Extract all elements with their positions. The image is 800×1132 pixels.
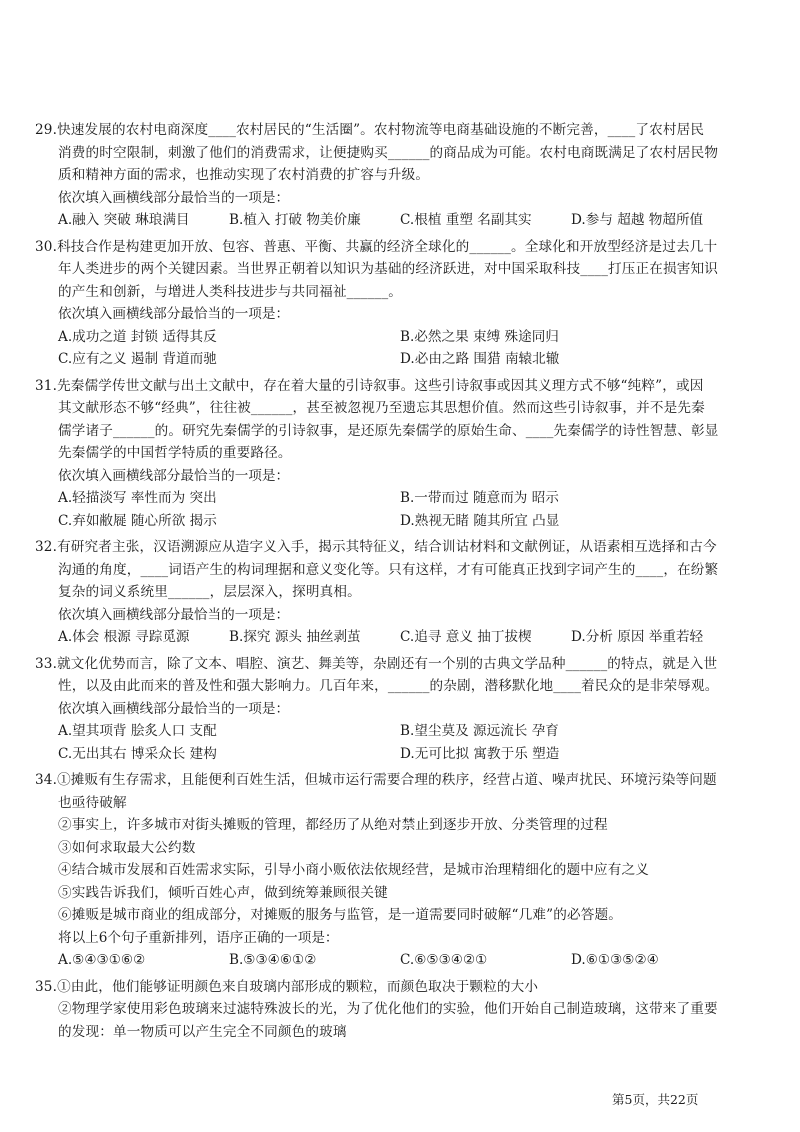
question-32 [35, 536, 765, 649]
option-a[interactable]: A.轻描淡写 率性而为 突出 [58, 490, 217, 506]
sentence-item: ⑥摊贩是城市商业的组成部分，对摊贩的服务与监管，是一道需要同时破解“几难”的必答题。 [58, 907, 622, 923]
option-c[interactable]: C.弃如敝屣 随心所欲 揭示 [58, 512, 217, 529]
question-prompt: 依次填入画横线部分最恰当的一项是： [58, 606, 290, 623]
option-c[interactable]: C.⑥⑤③④②① [400, 952, 488, 968]
stem-line: 34.①摊贩有生存需求，且能便利百姓生活，但城市运行需要合理的秩序，经营占道、噪声扰民、环境污染等问题 [35, 772, 717, 788]
option-row [35, 626, 765, 649]
option-row [35, 209, 765, 232]
stem-line: 先秦儒学的中国哲学特质的重要路径。 [58, 445, 292, 461]
question-stem [35, 769, 765, 927]
question-prompt: 依次填入画横线部分最恰当的一项是： [58, 189, 290, 206]
stem-line: 也亟待破解 [58, 794, 127, 811]
stem-line: 32.有研究者主张，汉语溯源应从造字义入手，揭示其特征义，结合训诂材料和文献例证，从语素相互选择和古今 [35, 539, 717, 555]
question-31 [35, 375, 765, 533]
sentence-item: ②物理学家使用彩色玻璃来过滤特殊波长的光，为了优化他们的实验，他们开始自己制造玻璃，这带来了重要 [58, 1001, 718, 1017]
sentence-item: ④结合城市发展和百姓需求实际，引导小商小贩依法依规经营，是城市治理精细化的题中应有之义 [58, 862, 649, 878]
option-d[interactable]: D.⑥①③⑤②④ [571, 952, 659, 968]
question-prompt: 将以上6个句子重新排列，语序正确的一项是： [58, 929, 339, 946]
question-prompt: 依次填入画横线部分最恰当的一项是： [58, 700, 290, 717]
question-stem [35, 536, 765, 604]
option-c[interactable]: C.无出其右 博采众长 建构 [58, 745, 217, 762]
sentence-item: ②事实上，许多城市对街头摊贩的管理，都经历了从绝对禁止到逐步开放、分类管理的过程 [58, 817, 608, 833]
question-stem [35, 236, 765, 304]
option-b[interactable]: B.一带而过 随意而为 昭示 [400, 490, 559, 506]
stem-line: 30.科技合作是构建更加开放、包容、普惠、平衡、共赢的经济全球化的______。全球化和开放型经济是过去几十 [35, 238, 718, 255]
question-34 [35, 769, 765, 972]
option-a[interactable]: A.成功之道 封锁 适得其反 [58, 328, 217, 345]
option-c[interactable]: C.根植 重塑 名副其实 [400, 212, 532, 228]
stem-line: 复杂的词义系统里______，层层深入，探明真相。 [58, 584, 361, 600]
stem-line: 31.先秦儒学传世文献与出土文献中，存在着大量的引诗叙事。这些引诗叙事或因其义理方式不够“纯粹”，或因 [35, 377, 704, 394]
option-c[interactable]: C.追寻 意义 抽丁拔楔 [400, 629, 532, 645]
sentence-item: 的发现：单一物质可以产生完全不同颜色的玻璃 [58, 1023, 347, 1040]
stem-line: 年人类进步的两个关键因素。当世界正朝着以知识为基础的经济跃进，对中国采取科技____打压正在损害知识 [58, 261, 718, 277]
option-b[interactable]: B.植入 打破 物美价廉 [229, 212, 361, 228]
option-a[interactable]: A.⑤④③①⑥② [58, 952, 146, 968]
question-prompt: 依次填入画横线部分最恰当的一项是： [58, 467, 290, 484]
option-d[interactable]: D.无可比拟 寓教于乐 塑造 [400, 745, 560, 762]
option-row [35, 348, 765, 371]
sentence-item: ③如何求取最大公约数 [58, 839, 196, 856]
stem-line: 29.快速发展的农村电商深度____农村居民的“生活圈”。农村物流等电商基础设施的不断完善，____了农村居民 [35, 122, 705, 138]
option-row [35, 949, 765, 972]
option-a[interactable]: A.融入 突破 琳琅满目 [58, 212, 190, 228]
page-number: 第5页，共22页 [612, 1092, 699, 1107]
stem-line: 沟通的角度，____词语产生的构词理据和意义变化等。只有这样，才有可能真正找到字词产生的____，在纷繁 [58, 561, 719, 578]
sentence-item: ⑤实践告诉我们，倾听百姓心声，做到统筹兼顾很关键 [58, 884, 388, 901]
option-d[interactable]: D.参与 超越 物超所值 [571, 212, 704, 228]
option-a[interactable]: A.望其项背 脍炙人口 支配 [58, 723, 217, 739]
stem-line: 35.①由此，他们能够证明颜色来自玻璃内部形成的颗粒，而颜色取决于颗粒的大小 [35, 978, 539, 995]
stem-line: 的产生和创新，与增进人类科技进步与共同福祉______。 [58, 283, 403, 300]
option-c[interactable]: C.应有之义 遏制 背道而驰 [58, 351, 217, 367]
option-b[interactable]: B.探究 源头 抽丝剥茧 [229, 629, 361, 645]
stem-line: 性，以及由此而来的普及性和强大影响力。几百年来，______的杂剧，潜移默化地____着民众的是非荣辱观。 [58, 678, 719, 694]
question-stem [35, 119, 765, 187]
question-list [35, 119, 765, 1043]
option-b[interactable]: B.必然之果 束缚 殊途同归 [400, 328, 559, 345]
option-row [35, 743, 765, 766]
stem-line: 消费的时空限制，刺激了他们的消费需求，让便捷购买______的商品成为可能。农村电商既满足了农村居民物 [58, 144, 719, 161]
option-a[interactable]: A.体会 根源 寻踪觅源 [58, 629, 190, 645]
question-stem [35, 976, 765, 1044]
option-b[interactable]: B.望尘莫及 源远流长 孕育 [400, 723, 559, 739]
stem-line: 其文献形态不够“经典”，往往被______，甚至被忽视乃至遗忘其思想价值。然而这些引诗叙事，并不是先秦 [58, 400, 705, 416]
stem-line: 质和精神方面的需求，也推动实现了农村消费的扩容与升级。 [58, 167, 430, 183]
question-35 [35, 976, 765, 1044]
option-d[interactable]: D.熟视无睹 随其所宜 凸显 [400, 512, 560, 529]
option-row [35, 510, 765, 533]
question-stem [35, 375, 765, 465]
option-d[interactable]: D.分析 原因 举重若轻 [571, 629, 704, 645]
question-29 [35, 119, 765, 232]
option-b[interactable]: B.⑤③④⑥①② [229, 952, 317, 968]
stem-line: 儒学诸子______的。研究先秦儒学的引诗叙事，是还原先秦儒学的原始生命、____先秦儒学的诗性智慧、彰显 [58, 422, 719, 439]
question-prompt: 依次填入画横线部分最恰当的一项是： [58, 306, 290, 322]
question-stem [35, 653, 765, 698]
question-30 [35, 236, 765, 371]
option-row [35, 720, 765, 743]
question-33 [35, 653, 765, 766]
stem-line: 33.就文化优势而言，除了文本、唱腔、演艺、舞美等，杂剧还有一个别的古典文学品种______的特点，就是入世 [35, 655, 718, 672]
option-row [35, 326, 765, 349]
option-row [35, 487, 765, 510]
option-d[interactable]: D.必由之路 围猎 南辕北辙 [400, 351, 560, 367]
